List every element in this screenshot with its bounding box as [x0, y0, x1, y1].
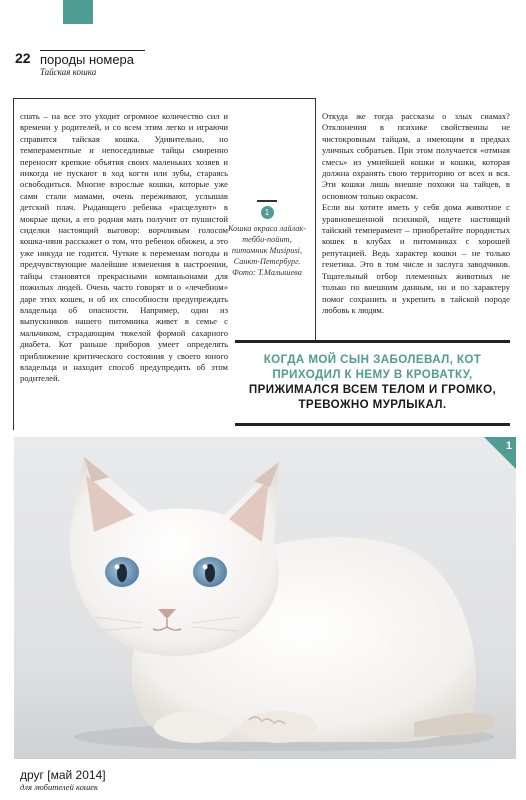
- left-border-rule: [13, 98, 14, 430]
- article-column-right: [322, 111, 510, 316]
- cat-illustration: [14, 437, 516, 759]
- footer-tagline: для любителей кошек: [20, 782, 99, 792]
- cat-photo: [14, 437, 516, 759]
- section-title: породы номера: [40, 52, 135, 67]
- caption-number-badge: 1: [261, 206, 274, 219]
- pull-quote-accent: КОГДА МОЙ СЫН ЗАБОЛЕВАЛ, КОТ ПРИХОДИЛ К НЕМУ В КРОВАТКУ,: [263, 353, 482, 381]
- pull-quote-main: ПРИЖИМАЛСЯ ВСЕМ ТЕЛОМ И ГРОМКО, ТРЕВОЖНО МУРЛЫКАЛ.: [248, 383, 497, 411]
- page-footer: [20, 768, 106, 792]
- header-rule: [40, 50, 145, 51]
- article-column-left: [20, 111, 228, 385]
- photo-caption: [226, 200, 308, 278]
- article-paragraph: Если вы хотите иметь у себя дома животное с уравновешенной психикой, ищете настоящий тайский темперамент – приобретайте породистых кошек в клубах и питомниках с хорошей репутацией. Ведь характер кошки – не только генетика. Это в том числе и заслуга заводчиков. Тщательный отбор племенных животных не только по внешним данным, но и по характеру помог сохранить и укрепить в тайской породе любовь к людям.: [322, 202, 510, 315]
- article-paragraph: спать – на все это уходит огромное количество сил и времени у родителей, и со всем этим легко и играючи справится тайская кошка. Удивительно, но темпераментные и непоседливые тайцы смиренно переносят крепкие объятия своих маленьких хозяев и никогда не пускают в ход когти или зубы, стараясь освободиться. Многие взрослые кошки, которые уже сами стали мамами, очень переживают, услышав детский плач. Рыдающего ребенка «расцелуют» в мокрые щеки, а его родная мать получит от пушистой сиделки настоящий выговор: ворчливым голосом кошка-няня расскажет о том, что ребенок обижен, а это уже никуда не годится. Чуткие к переменам погоды и предчувствующие малейшие изменения в настроении, тайцы становятся прекрасными компаньонами для пожилых людей. Очень часто говорят и о «лечебном» даре этих кошек, и об их способности предупреждать владельца об опасности. Например, один из выпускников нашего питомника живет в семье с мальчиком, страдающим тяжелой формой сахарного диабета. Кот раньше приборов умеет определять приближение критического состояния у своего юного владельца и находит способ предупредить об этом родителей.: [20, 111, 228, 384]
- quote-top-rule: [235, 340, 510, 343]
- caption-text: Кошка окраса лайлак-тебби-пойнт, питомник Musipusi, Санкт-Петербург. Фото: Т.Малышева: [227, 224, 307, 277]
- pull-quote: [235, 352, 510, 412]
- header-accent-block: [63, 0, 93, 24]
- photo-number-label: 1: [505, 440, 512, 452]
- article-paragraph: Откуда же тогда рассказы о злых сиамах? Отклонения в психике свойственны не чистокровным тайцам, а имеющим в предках уличных собратьев. При этом получается «отмная смесь» из умнейшей кошки и кошки, которая должна охранять свою территорию от всех и вся. Эти кошки лишь внешне похожи на тайцев, в основном только окрасом.: [322, 111, 510, 201]
- page-number: 22: [15, 50, 31, 66]
- footer-magazine-issue: друг [май 2014]: [20, 768, 106, 782]
- caption-bar: [257, 200, 277, 202]
- column-divider: [315, 98, 316, 340]
- top-rule: [13, 98, 315, 99]
- quote-bottom-rule: [235, 423, 510, 426]
- section-subtitle: Тайская кошка: [40, 67, 97, 77]
